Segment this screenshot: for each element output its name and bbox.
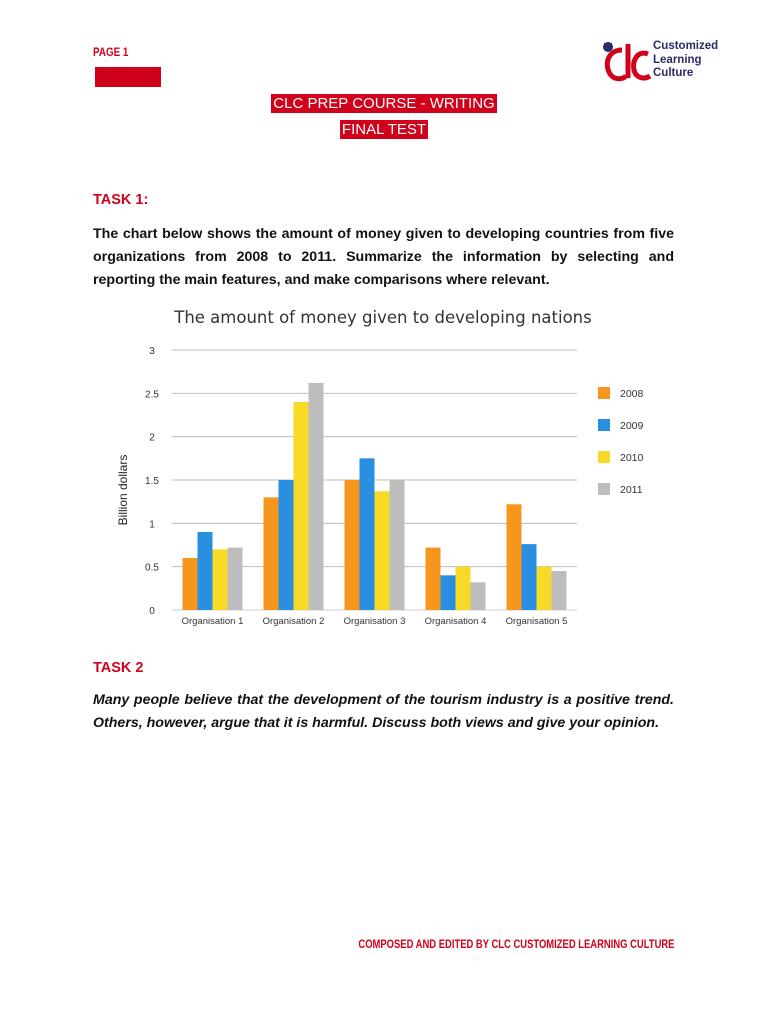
y-tick-label: 0.5 — [145, 562, 159, 574]
task1-heading: TASK 1: — [93, 192, 149, 208]
y-tick-label: 3 — [149, 346, 155, 357]
y-tick-label: 1 — [149, 519, 155, 531]
legend-label: 2009 — [620, 420, 644, 432]
logo-text — [653, 40, 718, 81]
bar-2011-organisation-5 — [552, 571, 567, 610]
bar-2009-organisation-4 — [441, 575, 456, 610]
bar-2011-organisation-2 — [309, 383, 324, 610]
logo-line-3: Culture — [653, 67, 694, 79]
task1-prompt: The chart below shows the amount of money given to developing countries from five organizations from 2008 to 2011. Summarize the information by selecting and reporting the main features, and make comparisons where relevant. — [93, 226, 674, 288]
legend-label: 2010 — [620, 452, 644, 464]
bar-2010-organisation-4 — [456, 567, 471, 610]
bar-2008-organisation-2 — [264, 497, 279, 610]
bar-2010-organisation-2 — [294, 402, 309, 610]
bar-2008-organisation-5 — [507, 504, 522, 610]
legend-label: 2011 — [620, 484, 643, 496]
bar-2009-organisation-1 — [198, 532, 213, 610]
title-line-1 — [0, 95, 768, 113]
y-tick-label: 1.5 — [145, 476, 159, 487]
bar-2008-organisation-1 — [183, 558, 198, 610]
page-label: PAGE 1 — [93, 45, 129, 59]
bar-2011-organisation-3 — [390, 480, 405, 610]
y-axis-label: Billion dollars — [116, 454, 130, 526]
bar-2009-organisation-2 — [279, 480, 294, 610]
bar-2010-organisation-1 — [213, 549, 228, 610]
y-tick-label: 2.5 — [145, 389, 159, 401]
logo-line-1: Customized — [653, 40, 719, 52]
x-tick-label: Organisation 5 — [505, 616, 568, 627]
x-tick-label: Organisation 2 — [262, 616, 325, 627]
legend-swatch-2009 — [598, 419, 610, 431]
x-tick-label: Organisation 1 — [181, 616, 244, 627]
footer-credit: COMPOSED AND EDITED BY CLC CUSTOMIZED LEARNING CULTURE — [357, 939, 674, 951]
course-title: CLC PREP COURSE - WRITING — [273, 95, 495, 112]
logo-line-2: Learning — [653, 53, 702, 66]
legend-swatch-2008 — [598, 387, 610, 399]
bar-2010-organisation-3 — [375, 491, 390, 610]
task2-heading: TASK 2 — [93, 660, 144, 676]
bar-2009-organisation-3 — [360, 458, 375, 610]
header-red-bar — [95, 67, 161, 87]
bar-2009-organisation-5 — [522, 544, 537, 610]
task2-prompt: Many people believe that the development of the tourism industry is a positive trend. Others, however, argue that it is harmful. Discuss both views and give your opinion. — [93, 692, 674, 731]
bar-chart — [100, 298, 644, 638]
y-tick-label: 0 — [149, 606, 155, 617]
title-line-2 — [0, 121, 768, 139]
legend-swatch-2011 — [598, 483, 610, 495]
legend-swatch-2010 — [598, 451, 610, 463]
bar-2008-organisation-4 — [426, 548, 441, 610]
x-tick-label: Organisation 4 — [424, 616, 487, 627]
y-tick-label: 2 — [149, 432, 155, 444]
test-title: FINAL TEST — [341, 121, 427, 138]
bar-2011-organisation-1 — [228, 548, 243, 610]
x-tick-label: Organisation 3 — [343, 616, 406, 627]
bar-2011-organisation-4 — [471, 582, 486, 610]
bar-2008-organisation-3 — [345, 480, 360, 610]
bar-2010-organisation-5 — [537, 567, 552, 610]
legend-label: 2008 — [620, 388, 644, 400]
chart-title: The amount of money given to developing nations — [174, 308, 592, 327]
